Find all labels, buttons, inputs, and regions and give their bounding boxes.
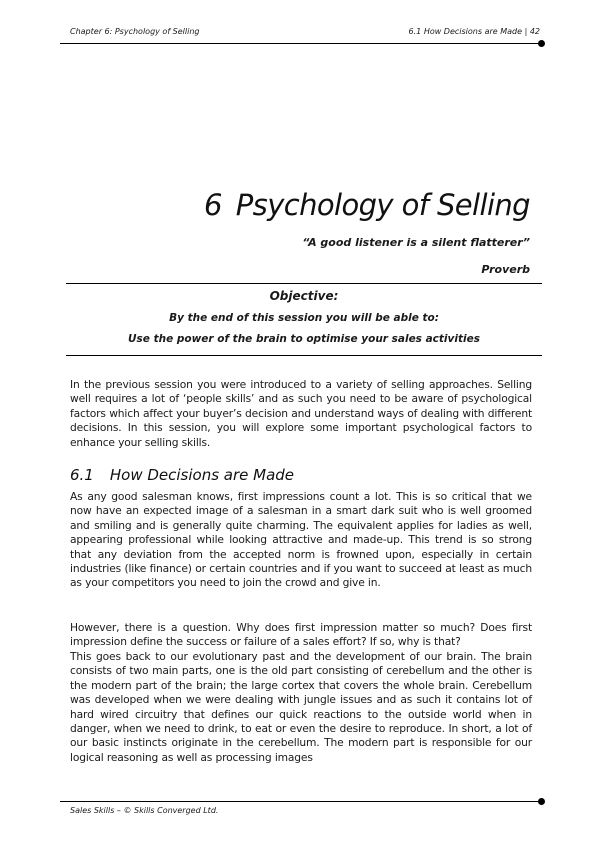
objective-heading: Objective: bbox=[269, 289, 339, 303]
running-header bbox=[70, 27, 540, 41]
section-title: How Decisions are Made bbox=[109, 466, 295, 484]
body-paragraph-3: This goes back to our evolutionary past and the development of our brain. The brain consists of two main parts, one is the old part consisting of cerebellum and the other is the modern part of the brain; the large cortex that covers the whole brain. Cerebellum was developed when we were dealing with jungle issues and as such it contains lot of hard wired circuitry that defines our quick reactions to the outside world when in danger, when we need to drink, to eat or even the desire to reproduce. In short, a lot of our basic instincts originate in the cerebellum. The modern part is responsible for our logical reasoning as well as processing images bbox=[70, 650, 532, 764]
section-heading bbox=[70, 466, 294, 484]
footer-rule bbox=[60, 801, 541, 802]
chapter-number: 6 bbox=[203, 188, 222, 222]
header-rule bbox=[60, 43, 541, 44]
objective-bottom-rule bbox=[66, 355, 542, 356]
objective-top-rule bbox=[66, 283, 542, 284]
quote-source: Proverb bbox=[481, 263, 530, 276]
body-paragraph-1: As any good salesman knows, first impressions count a lot. This is so critical that we now have an expected image of a salesman in a smart dark suit who is well groomed and smiling and is generally quite charming. The equivalent applies for ladies as well, appearing professional while looking attractive and made-up. This trend is so strong that any deviation from the accepted norm is frowned upon, especially in certain industries (like finance) or certain countries and if you want to succeed at least as much as your competitors you need to join the crowd and give in. bbox=[70, 490, 532, 590]
footer-rule-dot-icon bbox=[538, 798, 545, 805]
chapter-title-text: Psychology of Selling bbox=[235, 188, 530, 222]
section-number: 6.1 bbox=[70, 466, 94, 484]
footer-text: Sales Skills – © Skills Converged Ltd. bbox=[70, 806, 219, 815]
objective-line-1: By the end of this session you will be able to: bbox=[169, 312, 439, 324]
intro-paragraph: In the previous session you were introduced to a variety of selling approaches. Selling well requires a lot of ‘people skills’ and as such you need to be aware of psychological factors which affect your buyer’s decision and understand ways of dealing with different decisions. In this session, you will explore some important psychological factors to enhance your selling skills. bbox=[70, 378, 532, 449]
header-section-page-label: 6.1 How Decisions are Made | 42 bbox=[408, 27, 540, 36]
chapter-title bbox=[204, 188, 530, 222]
chapter-quote: “A good listener is a silent flatterer” bbox=[302, 236, 530, 249]
objective-line-2: Use the power of the brain to optimise your sales activities bbox=[128, 333, 480, 345]
header-rule-dot-icon bbox=[538, 40, 545, 47]
body-paragraph-2: However, there is a question. Why does first impression matter so much? Does first impression define the success or failure of a sales effort? If so, why is that? bbox=[70, 621, 532, 649]
header-chapter-label: Chapter 6: Psychology of Selling bbox=[70, 27, 200, 36]
